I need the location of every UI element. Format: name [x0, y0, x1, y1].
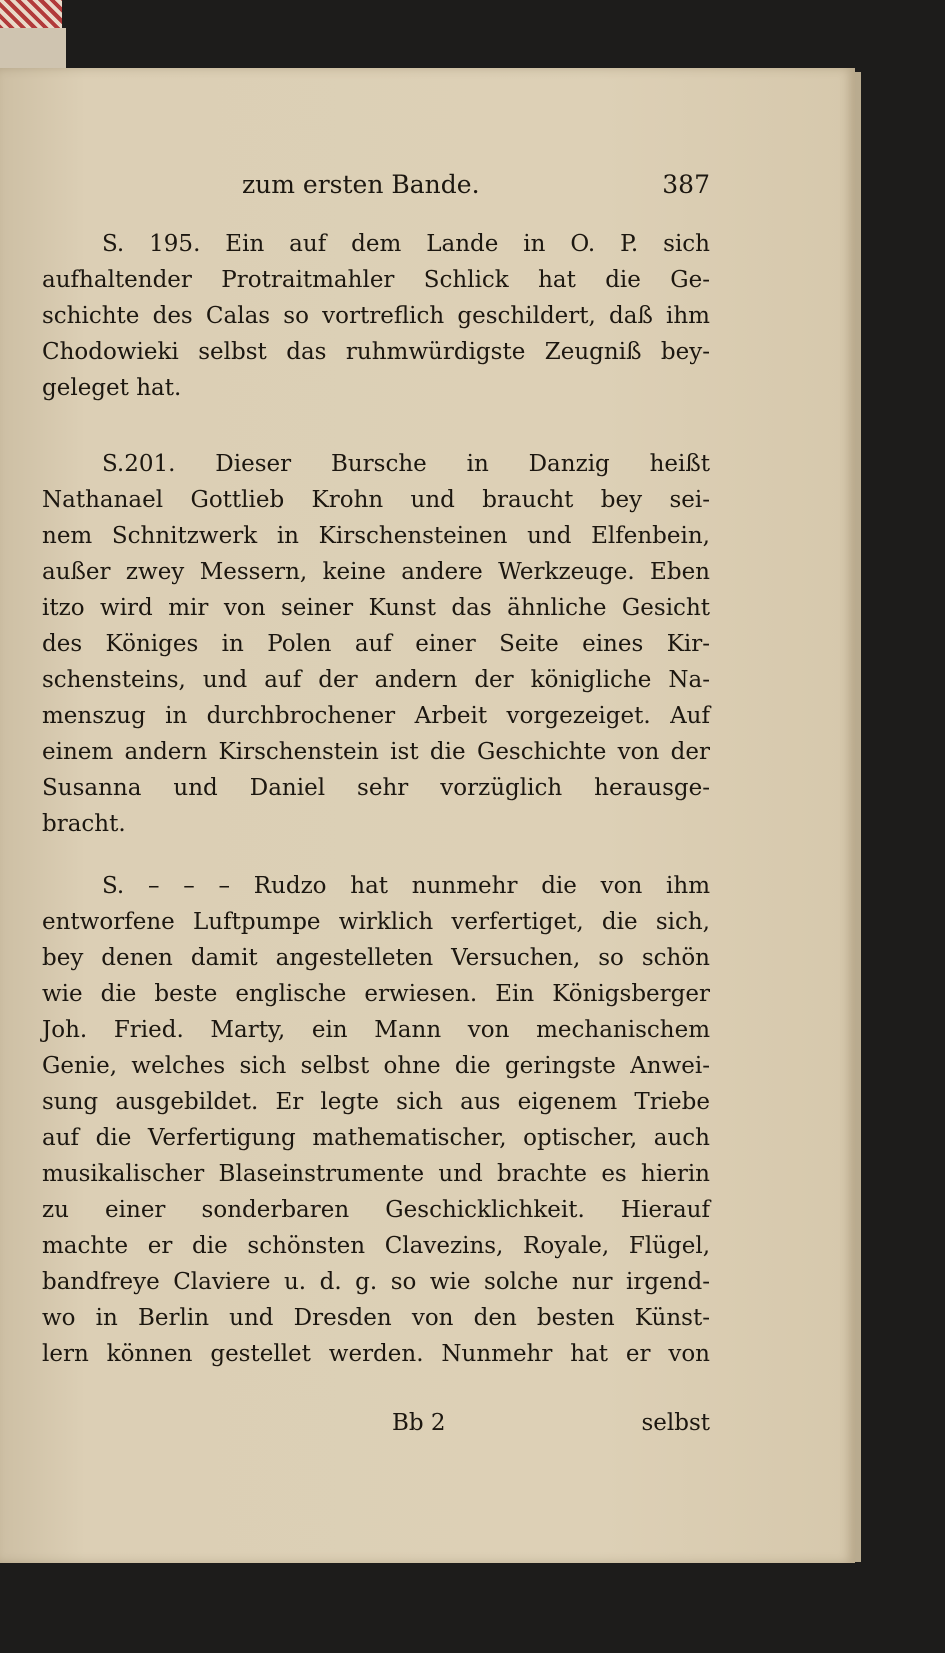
binding-ribbon [0, 0, 62, 30]
text-line: S. – – – Rudzo hat nunmehr die von ihm [102, 873, 710, 899]
text-line: auf die Verfertigung mathematischer, optischer, auch [42, 1125, 710, 1151]
text-line: entworfene Luftpumpe wirklich verfertiget, die sich, [42, 909, 710, 935]
text-line: außer zwey Messern, keine andere Werkzeuge. Eben [42, 559, 710, 585]
paragraph-2 [42, 446, 710, 842]
text-line: schensteins, und auf der andern der königliche Na- [42, 667, 710, 693]
text-line: musikalischer Blaseinstrumente und brachte es hierin [42, 1161, 710, 1187]
text-line: machte er die schönsten Clavezins, Royale, Flügel, [42, 1233, 710, 1259]
text-line: S. 195. Ein auf dem Lande in O. P. sich [102, 231, 710, 257]
text-line: bandfreye Claviere u. d. g. so wie solche nur irgend- [42, 1269, 710, 1295]
text-line: sung ausgebildet. Er legte sich aus eigenem Triebe [42, 1089, 710, 1115]
text-line: menszug in durchbrochener Arbeit vorgezeiget. Auf [42, 703, 710, 729]
text-line: nem Schnitzwerk in Kirschensteinen und Elfenbein, [42, 523, 710, 549]
text-line: S.201. Dieser Bursche in Danzig heißt [102, 451, 710, 477]
text-line: einem andern Kirschenstein ist die Geschichte von der [42, 739, 710, 765]
text-line: schichte des Calas so vortreflich geschildert, daß ihm [42, 303, 710, 329]
paragraph-3 [42, 868, 710, 1372]
text-line: wo in Berlin und Dresden von den besten Künst- [42, 1305, 710, 1331]
text-line: des Königes in Polen auf einer Seite eines Kir- [42, 631, 710, 657]
text-line: Nathanael Gottlieb Krohn und braucht bey sei- [42, 487, 710, 513]
text-line: bey denen damit angestelleten Versuchen, so schön [42, 945, 710, 971]
text-line: zu einer sonderbaren Geschicklichkeit. Hierauf [42, 1197, 710, 1223]
text-line: aufhaltender Protraitmahler Schlick hat die Ge- [42, 267, 710, 293]
catchword: selbst [641, 1410, 710, 1436]
paragraph-1 [42, 226, 710, 406]
running-title: zum ersten Bande. [242, 170, 480, 199]
text-line: Chodowieki selbst das ruhmwürdigste Zeugniß bey- [42, 339, 710, 365]
text-line: bracht. [42, 811, 126, 837]
signature-mark: Bb 2 [392, 1410, 446, 1436]
text-line: lern können gestellet werden. Nunmehr hat er von [42, 1341, 710, 1367]
page-edge [855, 72, 861, 1562]
text-line: Joh. Fried. Marty, ein Mann von mechanischem [42, 1017, 710, 1043]
text-line: Genie, welches sich selbst ohne die geringste Anwei- [42, 1053, 710, 1079]
text-line: itzo wird mir von seiner Kunst das ähnliche Gesicht [42, 595, 710, 621]
text-line: Susanna und Daniel sehr vorzüglich herausge- [42, 775, 710, 801]
binding-edge [0, 28, 66, 68]
page-number: 387 [662, 170, 710, 199]
text-line: geleget hat. [42, 375, 182, 401]
text-line: wie die beste englische erwiesen. Ein Königsberger [42, 981, 710, 1007]
